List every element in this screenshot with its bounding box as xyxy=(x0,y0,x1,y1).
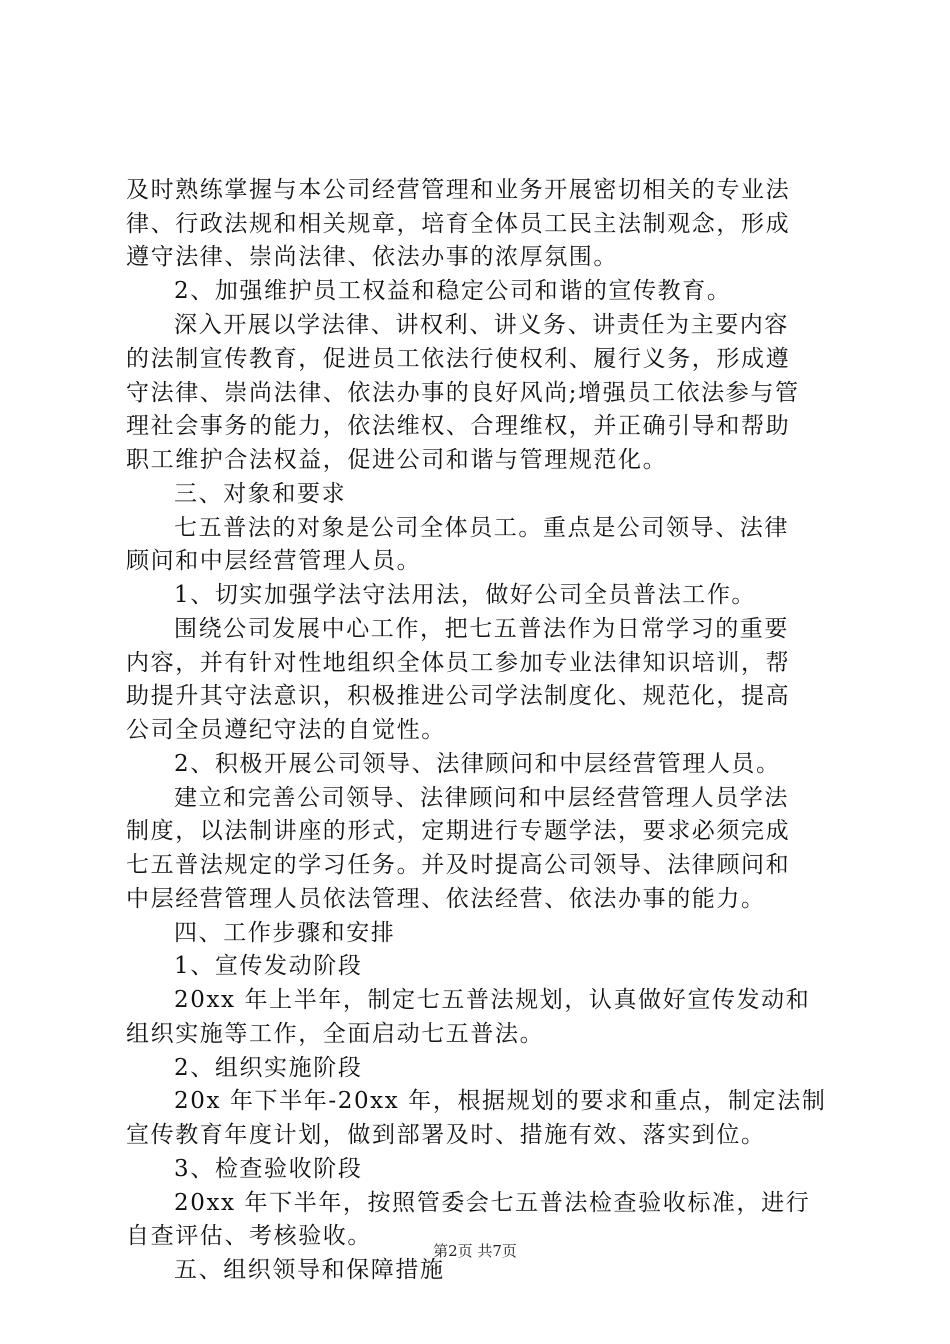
section-subheading: 1、宣传发动阶段 xyxy=(174,953,363,979)
body-text-line: 七五普法规定的学习任务。并及时提高公司领导、法律顾问和 xyxy=(126,852,791,878)
body-text-line: 助提升其守法意识，积极推进公司学法制度化、规范化，提高 xyxy=(126,683,791,709)
body-text-line: 理社会事务的能力，依法维权、合理维权，并正确引导和帮助 xyxy=(126,413,791,439)
body-text-line: 深入开展以学法律、讲权利、讲义务、讲责任为主要内容 xyxy=(174,312,789,338)
page-number-footer: 第2页 共7页 xyxy=(433,1242,517,1260)
section-heading: 五、组织领导和保障措施 xyxy=(174,1257,445,1283)
section-subheading: 3、检查验收阶段 xyxy=(174,1156,363,1182)
body-text-line: 公司全员遵纪守法的自觉性。 xyxy=(126,717,446,743)
section-subheading: 2、加强维护员工权益和稳定公司和谐的宣传教育。 xyxy=(174,278,732,304)
body-text-line: 建立和完善公司领导、法律顾问和中层经营管理人员学法 xyxy=(174,785,789,811)
body-text-line: 20xx 年上半年，制定七五普法规划，认真做好宣传发动和 xyxy=(174,987,811,1013)
body-text-line: 中层经营管理人员依法管理、依法经营、依法办事的能力。 xyxy=(126,886,766,912)
body-text-line: 制度，以法制讲座的形式，定期进行专题学法，要求必须完成 xyxy=(126,818,791,844)
section-subheading: 2、组织实施阶段 xyxy=(174,1055,363,1081)
body-text-line: 的法制宣传教育，促进员工依法行使权利、履行义务，形成遵 xyxy=(126,346,791,372)
body-text-line: 顾问和中层经营管理人员。 xyxy=(126,548,422,574)
body-text-line: 自查评估、考核验收。 xyxy=(126,1223,372,1249)
section-subheading: 1、切实加强学法守法用法，做好公司全员普法工作。 xyxy=(174,582,757,608)
body-text-line: 职工维护合法权益，促进公司和谐与管理规范化。 xyxy=(126,447,668,473)
body-text-line: 20xx 年下半年，按照管委会七五普法检查验收标准，进行 xyxy=(174,1190,811,1216)
body-text-line: 及时熟练掌握与本公司经营管理和业务开展密切相关的专业法 xyxy=(126,177,791,203)
body-text-line: 内容，并有针对性地组织全体员工参加专业法律知识培训，帮 xyxy=(126,650,791,676)
body-text-line: 组织实施等工作，全面启动七五普法。 xyxy=(126,1021,545,1047)
body-text-line: 守法律、崇尚法律、依法办事的良好风尚;增强员工依法参与管 xyxy=(126,380,800,406)
section-heading: 四、工作步骤和安排 xyxy=(174,920,396,946)
section-subheading: 2、积极开展公司领导、法律顾问和中层经营管理人员。 xyxy=(174,751,781,777)
body-text-line: 律、行政法规和相关规章，培育全体员工民主法制观念，形成 xyxy=(126,211,791,237)
body-text-line: 20x 年下半年-20xx 年，根据规划的要求和重点，制定法制 xyxy=(174,1088,827,1114)
body-text-line: 七五普法的对象是公司全体员工。重点是公司领导、法律 xyxy=(174,515,789,541)
section-heading: 三、对象和要求 xyxy=(174,481,347,507)
body-text-line: 宣传教育年度计划，做到部署及时、措施有效、落实到位。 xyxy=(126,1122,766,1148)
body-text-line: 遵守法律、崇尚法律、依法办事的浓厚氛围。 xyxy=(126,244,618,270)
body-text-line: 围绕公司发展中心工作，把七五普法作为日常学习的重要 xyxy=(174,616,789,642)
